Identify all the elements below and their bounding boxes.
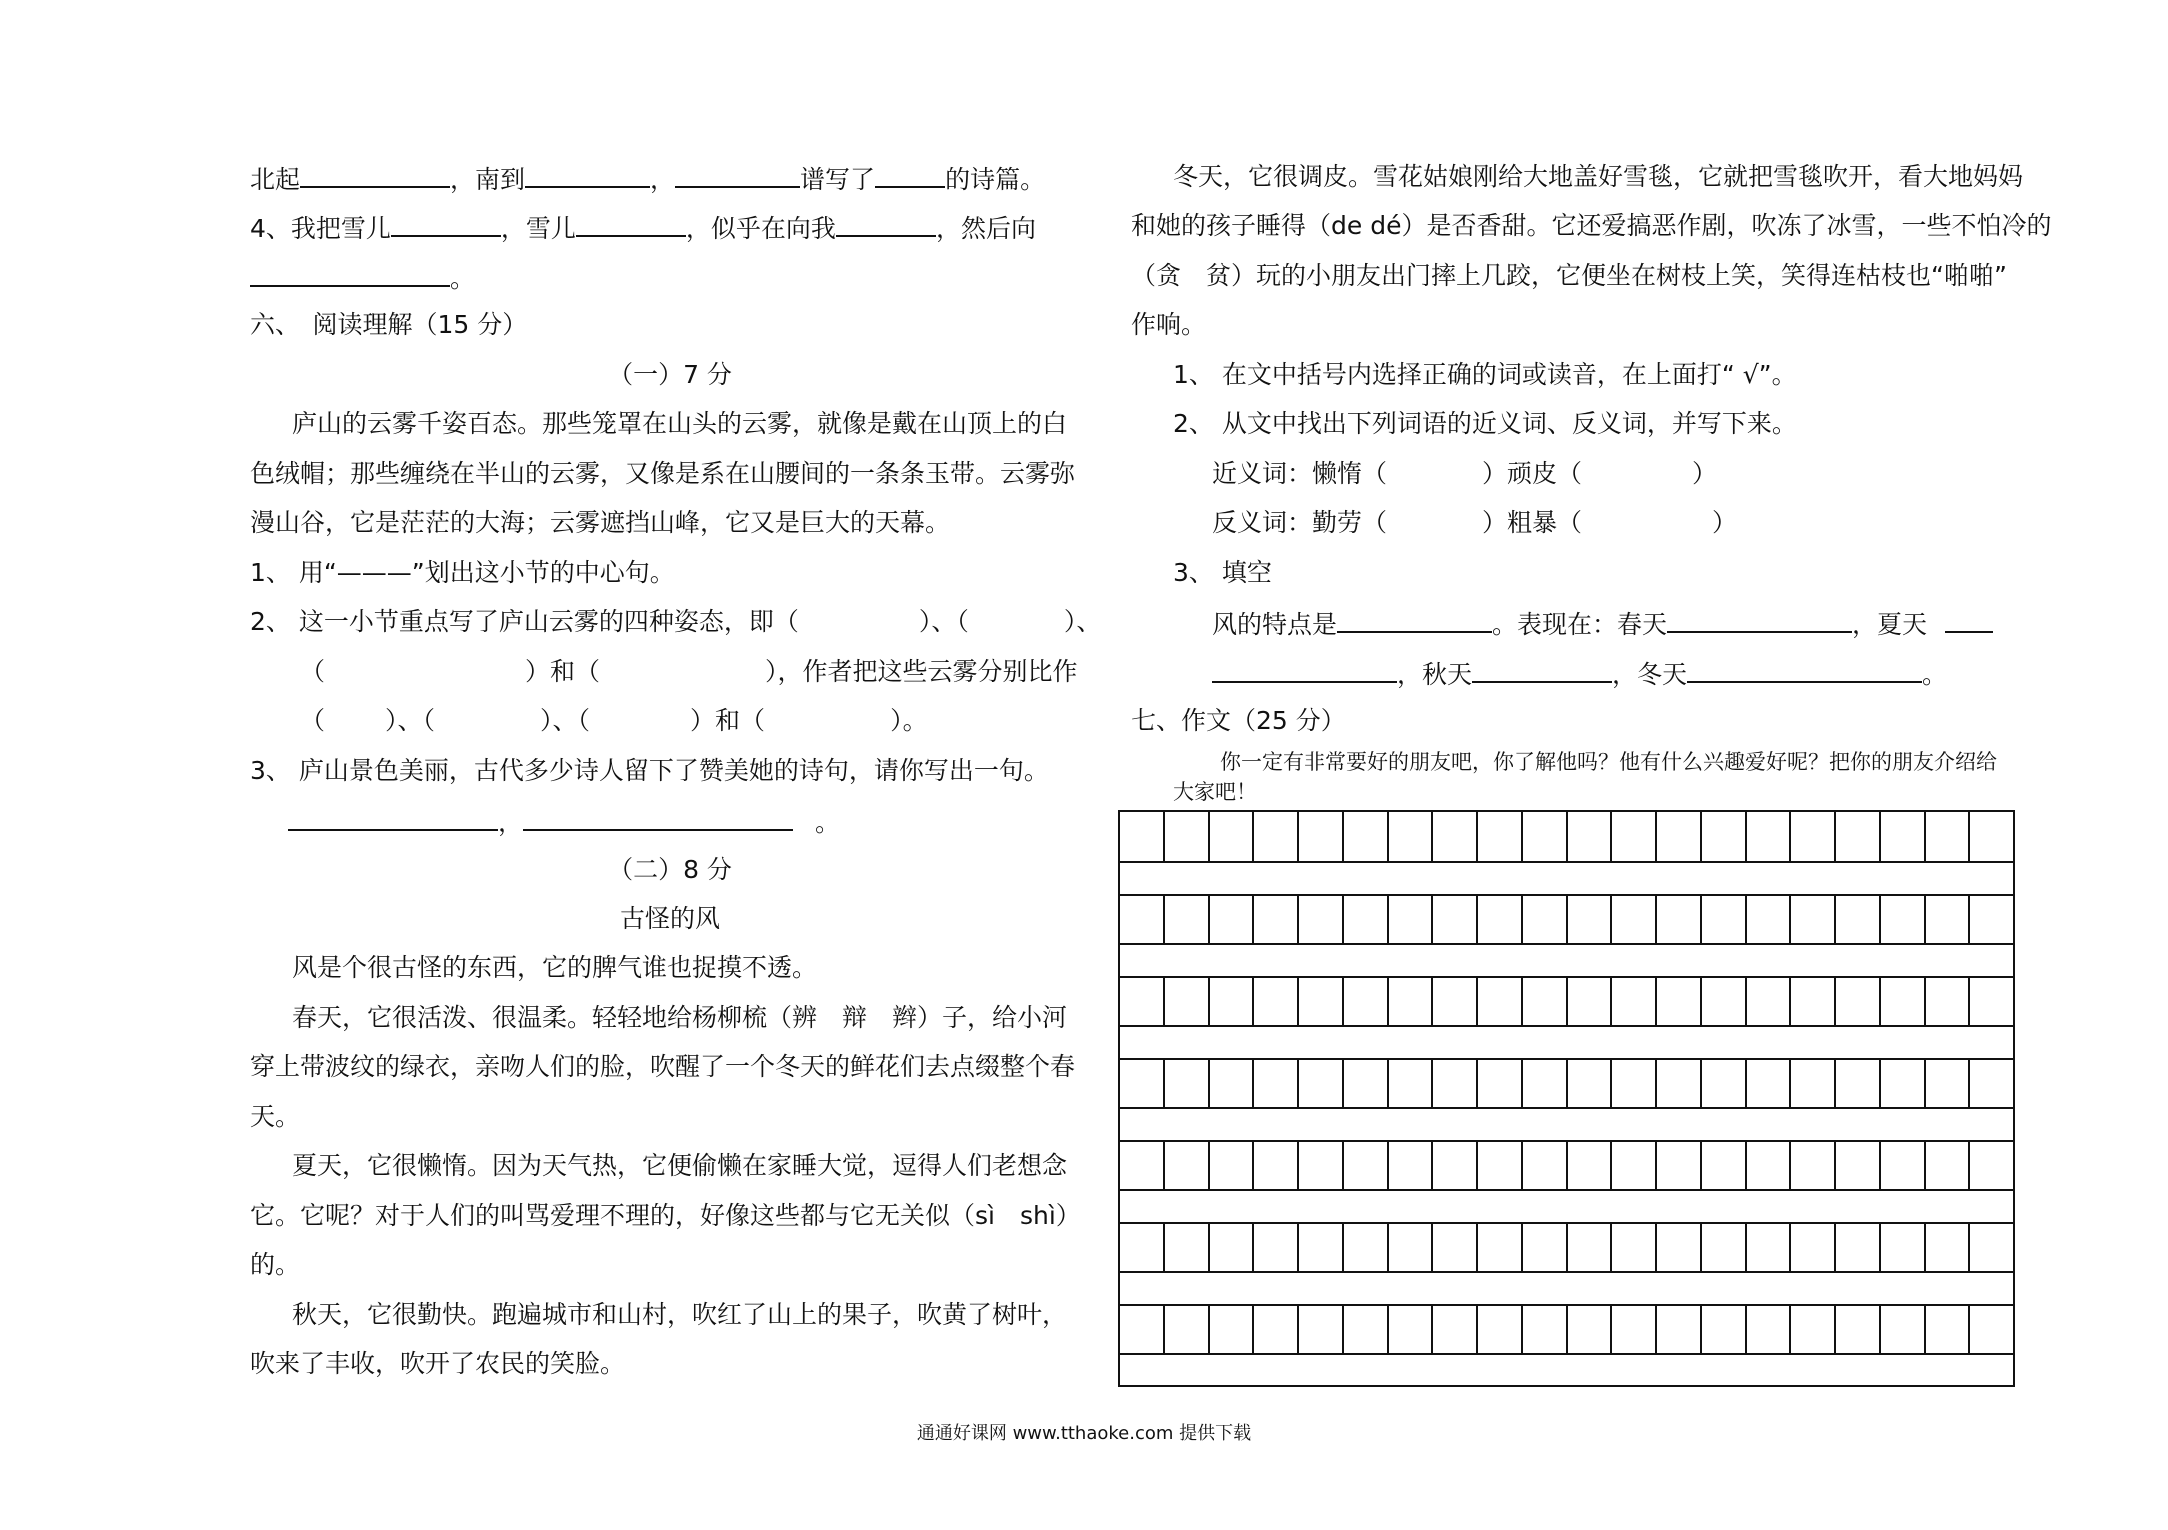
answer-blank[interactable] (1212, 655, 1397, 683)
grid-cell[interactable] (1657, 1140, 1702, 1191)
grid-cell[interactable] (1523, 894, 1568, 945)
grid-cell[interactable] (1568, 1140, 1613, 1191)
passage-2-line: 春天，它很活泼、很温柔。轻轻地给杨柳梳（辨 辩 辫）子，给小河 (292, 1003, 1068, 1032)
grid-cell[interactable] (1344, 812, 1389, 863)
section-7-heading: 七、作文（25 分） (1131, 706, 1346, 735)
grid-cell[interactable] (1791, 976, 1836, 1027)
text: ），作者把这些云雾分别比作 (765, 657, 1078, 686)
text: ） (1692, 459, 1718, 488)
answer-blank[interactable] (525, 160, 650, 188)
grid-cell[interactable] (1836, 1058, 1881, 1109)
answer-blank[interactable] (875, 160, 945, 188)
answer-blank[interactable] (523, 803, 793, 831)
synonyms-row (1212, 457, 1717, 491)
grid-cell[interactable] (1433, 976, 1478, 1027)
grid-cell[interactable] (1523, 1140, 1568, 1191)
grid-cell[interactable] (1344, 1304, 1389, 1355)
grid-cell[interactable] (1165, 1304, 1210, 1355)
text: ，南到 (450, 165, 526, 194)
grid-cell[interactable] (1210, 1058, 1255, 1109)
grid-cell[interactable] (1970, 812, 2013, 863)
grid-cell[interactable] (1747, 1222, 1792, 1273)
grid-cell[interactable] (1657, 894, 1702, 945)
right-passage-line: 冬天，它很调皮。雪花姑娘刚给大地盖好雪毯，它就把雪毯吹开，看大地妈妈 (1173, 162, 2024, 191)
grid-cell[interactable] (1747, 1058, 1792, 1109)
grid-cell[interactable] (1433, 1058, 1478, 1109)
grid-cell[interactable] (1970, 976, 2013, 1027)
left-line-2 (250, 209, 1036, 246)
text: ）、（ (918, 607, 969, 636)
grid-cell[interactable] (1926, 812, 1971, 863)
answer-blank[interactable] (1667, 605, 1852, 633)
grid-cell[interactable] (1836, 1222, 1881, 1273)
answer-blank[interactable] (836, 209, 936, 237)
grid-cell[interactable] (1210, 812, 1255, 863)
grid-cell[interactable] (1210, 894, 1255, 945)
text: 。表现在：春天 (1492, 610, 1668, 639)
grid-cell[interactable] (1344, 1222, 1389, 1273)
grid-cell[interactable] (1478, 894, 1523, 945)
text: ）粗暴（ (1482, 508, 1583, 537)
text: ）和（ (525, 657, 601, 686)
grid-cell[interactable] (1612, 1304, 1657, 1355)
grid-cell[interactable] (1433, 1140, 1478, 1191)
right-passage-line: 和她的孩子睡得（de dé）是否香甜。它还爱搞恶作剧，吹冻了冰雪，一些不怕冷的 (1131, 211, 2052, 240)
text: ，似乎在向我 (685, 214, 836, 243)
left-line-3 (250, 259, 475, 296)
grid-cell[interactable] (1210, 976, 1255, 1027)
grid-cell[interactable] (1389, 1058, 1434, 1109)
grid-cell[interactable] (1344, 894, 1389, 945)
grid-cell[interactable] (1433, 1222, 1478, 1273)
grid-cell[interactable] (1165, 1140, 1210, 1191)
grid-cell[interactable] (1926, 1304, 1971, 1355)
grid-cell[interactable] (1478, 1304, 1523, 1355)
answer-blank[interactable] (1687, 655, 1922, 683)
grid-cell[interactable] (1970, 1304, 2013, 1355)
grid-row (1120, 1304, 2013, 1355)
question-1: 1、 用“———”划出这小节的中心句。 (250, 558, 675, 587)
antonyms-row (1212, 506, 1737, 540)
text: 2、 这一小节重点写了庐山云雾的四种姿态，即（ (250, 607, 799, 636)
grid-cell[interactable] (1702, 976, 1747, 1027)
grid-cell[interactable] (1478, 1058, 1523, 1109)
grid-cell[interactable] (1433, 894, 1478, 945)
passage-2-line: 穿上带波纹的绿衣，亲吻人们的脸，吹醒了一个冬天的鲜花们去点缀整个春 (250, 1052, 1076, 1081)
section-6-heading: 六、 阅读理解（15 分） (250, 310, 528, 339)
grid-cell[interactable] (1926, 1058, 1971, 1109)
grid-cell[interactable] (1747, 1140, 1792, 1191)
grid-cell[interactable] (1254, 1304, 1299, 1355)
grid-cell[interactable] (1836, 812, 1881, 863)
grid-cell[interactable] (1120, 894, 1165, 945)
grid-cell[interactable] (1657, 1058, 1702, 1109)
grid-cell[interactable] (1926, 1140, 1971, 1191)
grid-cell[interactable] (1612, 1140, 1657, 1191)
grid-cell[interactable] (1881, 1058, 1926, 1109)
grid-cell[interactable] (1478, 976, 1523, 1027)
question-2-line-2 (300, 655, 1078, 689)
answer-blank[interactable] (1945, 605, 1993, 633)
grid-cell[interactable] (1791, 1140, 1836, 1191)
grid-cell[interactable] (1702, 894, 1747, 945)
question-3: 3、 庐山景色美丽，古代多少诗人留下了赞美她的诗句，请你写出一句。 (250, 756, 1049, 785)
question-2-line-1 (250, 605, 1101, 639)
grid-cell[interactable] (1702, 1304, 1747, 1355)
grid-cell[interactable] (1299, 976, 1344, 1027)
grid-cell[interactable] (1836, 976, 1881, 1027)
text: ）顽皮（ (1482, 459, 1583, 488)
grid-cell[interactable] (1523, 1304, 1568, 1355)
text: ）、（ (385, 706, 436, 735)
fill-row-2 (1212, 655, 1947, 692)
right-passage-line: 作响。 (1131, 310, 1207, 339)
right-question-2: 2、 从文中找出下列词语的近义词、反义词，并写下来。 (1173, 409, 1797, 438)
text: 风的特点是 (1212, 610, 1338, 639)
grid-cell[interactable] (1523, 976, 1568, 1027)
answer-blank[interactable] (300, 160, 450, 188)
grid-cell[interactable] (1254, 1058, 1299, 1109)
grid-cell[interactable] (1970, 1140, 2013, 1191)
grid-cell[interactable] (1881, 894, 1926, 945)
answer-blank[interactable] (391, 209, 501, 237)
grid-cell[interactable] (1747, 894, 1792, 945)
grid-cell[interactable] (1568, 812, 1613, 863)
grid-cell[interactable] (1612, 894, 1657, 945)
grid-cell[interactable] (1881, 976, 1926, 1027)
text: ，雪儿 (500, 214, 576, 243)
passage-2-line: 夏天，它很懒惰。因为天气热，它便偷懒在家睡大觉，逗得人们老想念 (292, 1151, 1068, 1180)
grid-cell[interactable] (1389, 976, 1434, 1027)
grid-cell[interactable] (1881, 812, 1926, 863)
passage-2-line: 秋天，它很勤快。跑遍城市和山村，吹红了山上的果子，吹黄了树叶， (292, 1300, 1068, 1329)
grid-cell[interactable] (1433, 812, 1478, 863)
grid-cell[interactable] (1165, 976, 1210, 1027)
grid-row (1120, 894, 2013, 945)
grid-cell[interactable] (1881, 1222, 1926, 1273)
grid-cell[interactable] (1926, 976, 1971, 1027)
grid-cell[interactable] (1657, 812, 1702, 863)
passage-2-name: 古怪的风 (619, 904, 720, 933)
grid-cell[interactable] (1389, 1140, 1434, 1191)
text: 。 (1922, 660, 1948, 689)
grid-cell[interactable] (1926, 1222, 1971, 1273)
essay-prompt-line-1: 你一定有非常要好的朋友吧，你了解他吗？他有什么兴趣爱好呢？把你的朋友介绍给 (1220, 750, 1997, 774)
grid-cell[interactable] (1165, 1058, 1210, 1109)
grid-cell[interactable] (1120, 1304, 1165, 1355)
grid-cell[interactable] (1299, 1140, 1344, 1191)
grid-cell[interactable] (1970, 1058, 2013, 1109)
grid-cell[interactable] (1791, 812, 1836, 863)
grid-cell[interactable] (1433, 1304, 1478, 1355)
answer-blank[interactable] (576, 209, 686, 237)
grid-cell[interactable] (1165, 1222, 1210, 1273)
text: ，冬天 (1612, 660, 1688, 689)
text: 谱写了 (800, 165, 876, 194)
grid-cell[interactable] (1747, 812, 1792, 863)
grid-cell[interactable] (1254, 1140, 1299, 1191)
grid-cell[interactable] (1299, 1304, 1344, 1355)
grid-cell[interactable] (1523, 1222, 1568, 1273)
grid-cell[interactable] (1120, 812, 1165, 863)
grid-cell[interactable] (1881, 1140, 1926, 1191)
grid-cell[interactable] (1165, 812, 1210, 863)
passage-1-line: 色绒帽；那些缠绕在半山的云雾，又像是系在山腰间的一条条玉带。云雾弥 (250, 459, 1076, 488)
grid-cell[interactable] (1747, 1304, 1792, 1355)
grid-cell[interactable] (1254, 1222, 1299, 1273)
grid-cell[interactable] (1702, 1140, 1747, 1191)
grid-cell[interactable] (1344, 1058, 1389, 1109)
passage-1-line: 漫山谷，它是茫茫的大海；云雾遮挡山峰，它又是巨大的天幕。 (250, 508, 951, 537)
grid-cell[interactable] (1344, 1140, 1389, 1191)
grid-cell[interactable] (1254, 894, 1299, 945)
grid-cell[interactable] (1210, 1222, 1255, 1273)
grid-cell[interactable] (1702, 1058, 1747, 1109)
grid-cell[interactable] (1791, 894, 1836, 945)
grid-cell[interactable] (1791, 1058, 1836, 1109)
grid-cell[interactable] (1389, 812, 1434, 863)
grid-cell[interactable] (1299, 1058, 1344, 1109)
text: 反义词：勤劳（ (1212, 508, 1388, 537)
grid-cell[interactable] (1299, 812, 1344, 863)
grid-row (1120, 1058, 2013, 1109)
grid-cell[interactable] (1702, 1222, 1747, 1273)
grid-cell[interactable] (1926, 894, 1971, 945)
grid-cell[interactable] (1836, 894, 1881, 945)
grid-cell[interactable] (1299, 1222, 1344, 1273)
grid-row (1120, 1222, 2013, 1273)
passage-2-line: 吹来了丰收，吹开了农民的笑脸。 (250, 1349, 626, 1378)
text: 北起 (250, 165, 301, 194)
grid-cell[interactable] (1568, 894, 1613, 945)
grid-row (1120, 1140, 2013, 1191)
grid-cell[interactable] (1568, 1058, 1613, 1109)
text: 的诗篇。 (945, 165, 1046, 194)
answer-blank[interactable] (250, 259, 450, 287)
grid-cell[interactable] (1120, 1058, 1165, 1109)
text: ， (498, 808, 524, 837)
passage-2-title: （二）8 分 (608, 855, 732, 884)
grid-cell[interactable] (1657, 1304, 1702, 1355)
text: ，夏天 (1852, 610, 1928, 639)
grid-cell[interactable] (1612, 1058, 1657, 1109)
question-3-answer (288, 803, 840, 840)
grid-cell[interactable] (1120, 1222, 1165, 1273)
right-question-3: 3、 填空 (1173, 558, 1272, 587)
grid-cell[interactable] (1389, 894, 1434, 945)
grid-cell[interactable] (1389, 1304, 1434, 1355)
grid-cell[interactable] (1478, 1140, 1523, 1191)
grid-cell[interactable] (1612, 976, 1657, 1027)
answer-blank[interactable] (1472, 655, 1612, 683)
text: （ (300, 657, 326, 686)
grid-cell[interactable] (1747, 976, 1792, 1027)
passage-2-line: 风是个很古怪的东西，它的脾气谁也捉摸不透。 (292, 953, 818, 982)
text: ） (1712, 508, 1738, 537)
grid-cell[interactable] (1254, 812, 1299, 863)
text: 4、我把雪儿 (250, 214, 391, 243)
answer-blank[interactable] (1337, 605, 1492, 633)
grid-cell[interactable] (1791, 1304, 1836, 1355)
grid-cell[interactable] (1120, 1140, 1165, 1191)
grid-cell[interactable] (1702, 812, 1747, 863)
grid-row (1120, 976, 2013, 1027)
left-line-1 (250, 160, 1045, 197)
text: （ (300, 706, 326, 735)
grid-cell[interactable] (1344, 976, 1389, 1027)
grid-cell[interactable] (1478, 812, 1523, 863)
grid-cell[interactable] (1970, 894, 2013, 945)
grid-row (1120, 812, 2013, 863)
answer-blank[interactable] (675, 160, 800, 188)
question-2-line-3 (300, 704, 928, 738)
right-question-1: 1、 在文中括号内选择正确的词或读音，在上面打“ √”。 (1173, 360, 1797, 389)
text: ）。 (890, 706, 928, 735)
grid-cell[interactable] (1523, 1058, 1568, 1109)
grid-cell[interactable] (1568, 976, 1613, 1027)
passage-1-title: （一）7 分 (608, 360, 732, 389)
grid-cell[interactable] (1210, 1304, 1255, 1355)
fill-row-1 (1212, 605, 1993, 642)
grid-cell[interactable] (1165, 894, 1210, 945)
grid-cell[interactable] (1970, 1222, 2013, 1273)
grid-cell[interactable] (1836, 1304, 1881, 1355)
text: 近义词：懒惰（ (1212, 459, 1388, 488)
essay-prompt-line-2: 大家吧！ (1173, 780, 1257, 804)
grid-cell[interactable] (1299, 894, 1344, 945)
grid-cell[interactable] (1881, 1304, 1926, 1355)
right-passage-line: （贪 贫）玩的小朋友出门摔上几跤，它便坐在树枝上笑，笑得连枯枝也“啪啪” (1131, 261, 2007, 290)
answer-blank[interactable] (288, 803, 498, 831)
grid-cell[interactable] (1836, 1140, 1881, 1191)
grid-cell[interactable] (1612, 812, 1657, 863)
grid-cell[interactable] (1657, 1222, 1702, 1273)
text: ，然后向 (935, 214, 1036, 243)
passage-2-line: 它。它呢？对于人们的叫骂爱理不理的，好像这些都与它无关似（sì shì） (250, 1201, 1081, 1230)
grid-cell[interactable] (1612, 1222, 1657, 1273)
grid-cell[interactable] (1210, 1140, 1255, 1191)
passage-2-line: 的。 (250, 1250, 301, 1279)
passage-2-line: 天。 (250, 1102, 301, 1131)
essay-writing-grid[interactable] (1118, 810, 2015, 1387)
grid-cell[interactable] (1657, 976, 1702, 1027)
grid-cell[interactable] (1120, 976, 1165, 1027)
grid-cell[interactable] (1478, 1222, 1523, 1273)
grid-cell[interactable] (1254, 976, 1299, 1027)
text: ，秋天 (1397, 660, 1473, 689)
passage-1-line: 庐山的云雾千姿百态。那些笼罩在山头的云雾，就像是戴在山顶上的白 (292, 409, 1068, 438)
text: ）、 (1063, 607, 1102, 636)
footer-text: 通通好课网 www.tthaoke.com 提供下载 (916, 1423, 1252, 1444)
grid-cell[interactable] (1791, 1222, 1836, 1273)
text: ）、（ (540, 706, 591, 735)
text: 。 (450, 264, 476, 293)
grid-cell[interactable] (1523, 812, 1568, 863)
text: 。 (815, 808, 841, 837)
grid-cell[interactable] (1568, 1304, 1613, 1355)
grid-cell[interactable] (1568, 1222, 1613, 1273)
text: ）和（ (690, 706, 766, 735)
grid-cell[interactable] (1389, 1222, 1434, 1273)
text: ， (650, 165, 676, 194)
